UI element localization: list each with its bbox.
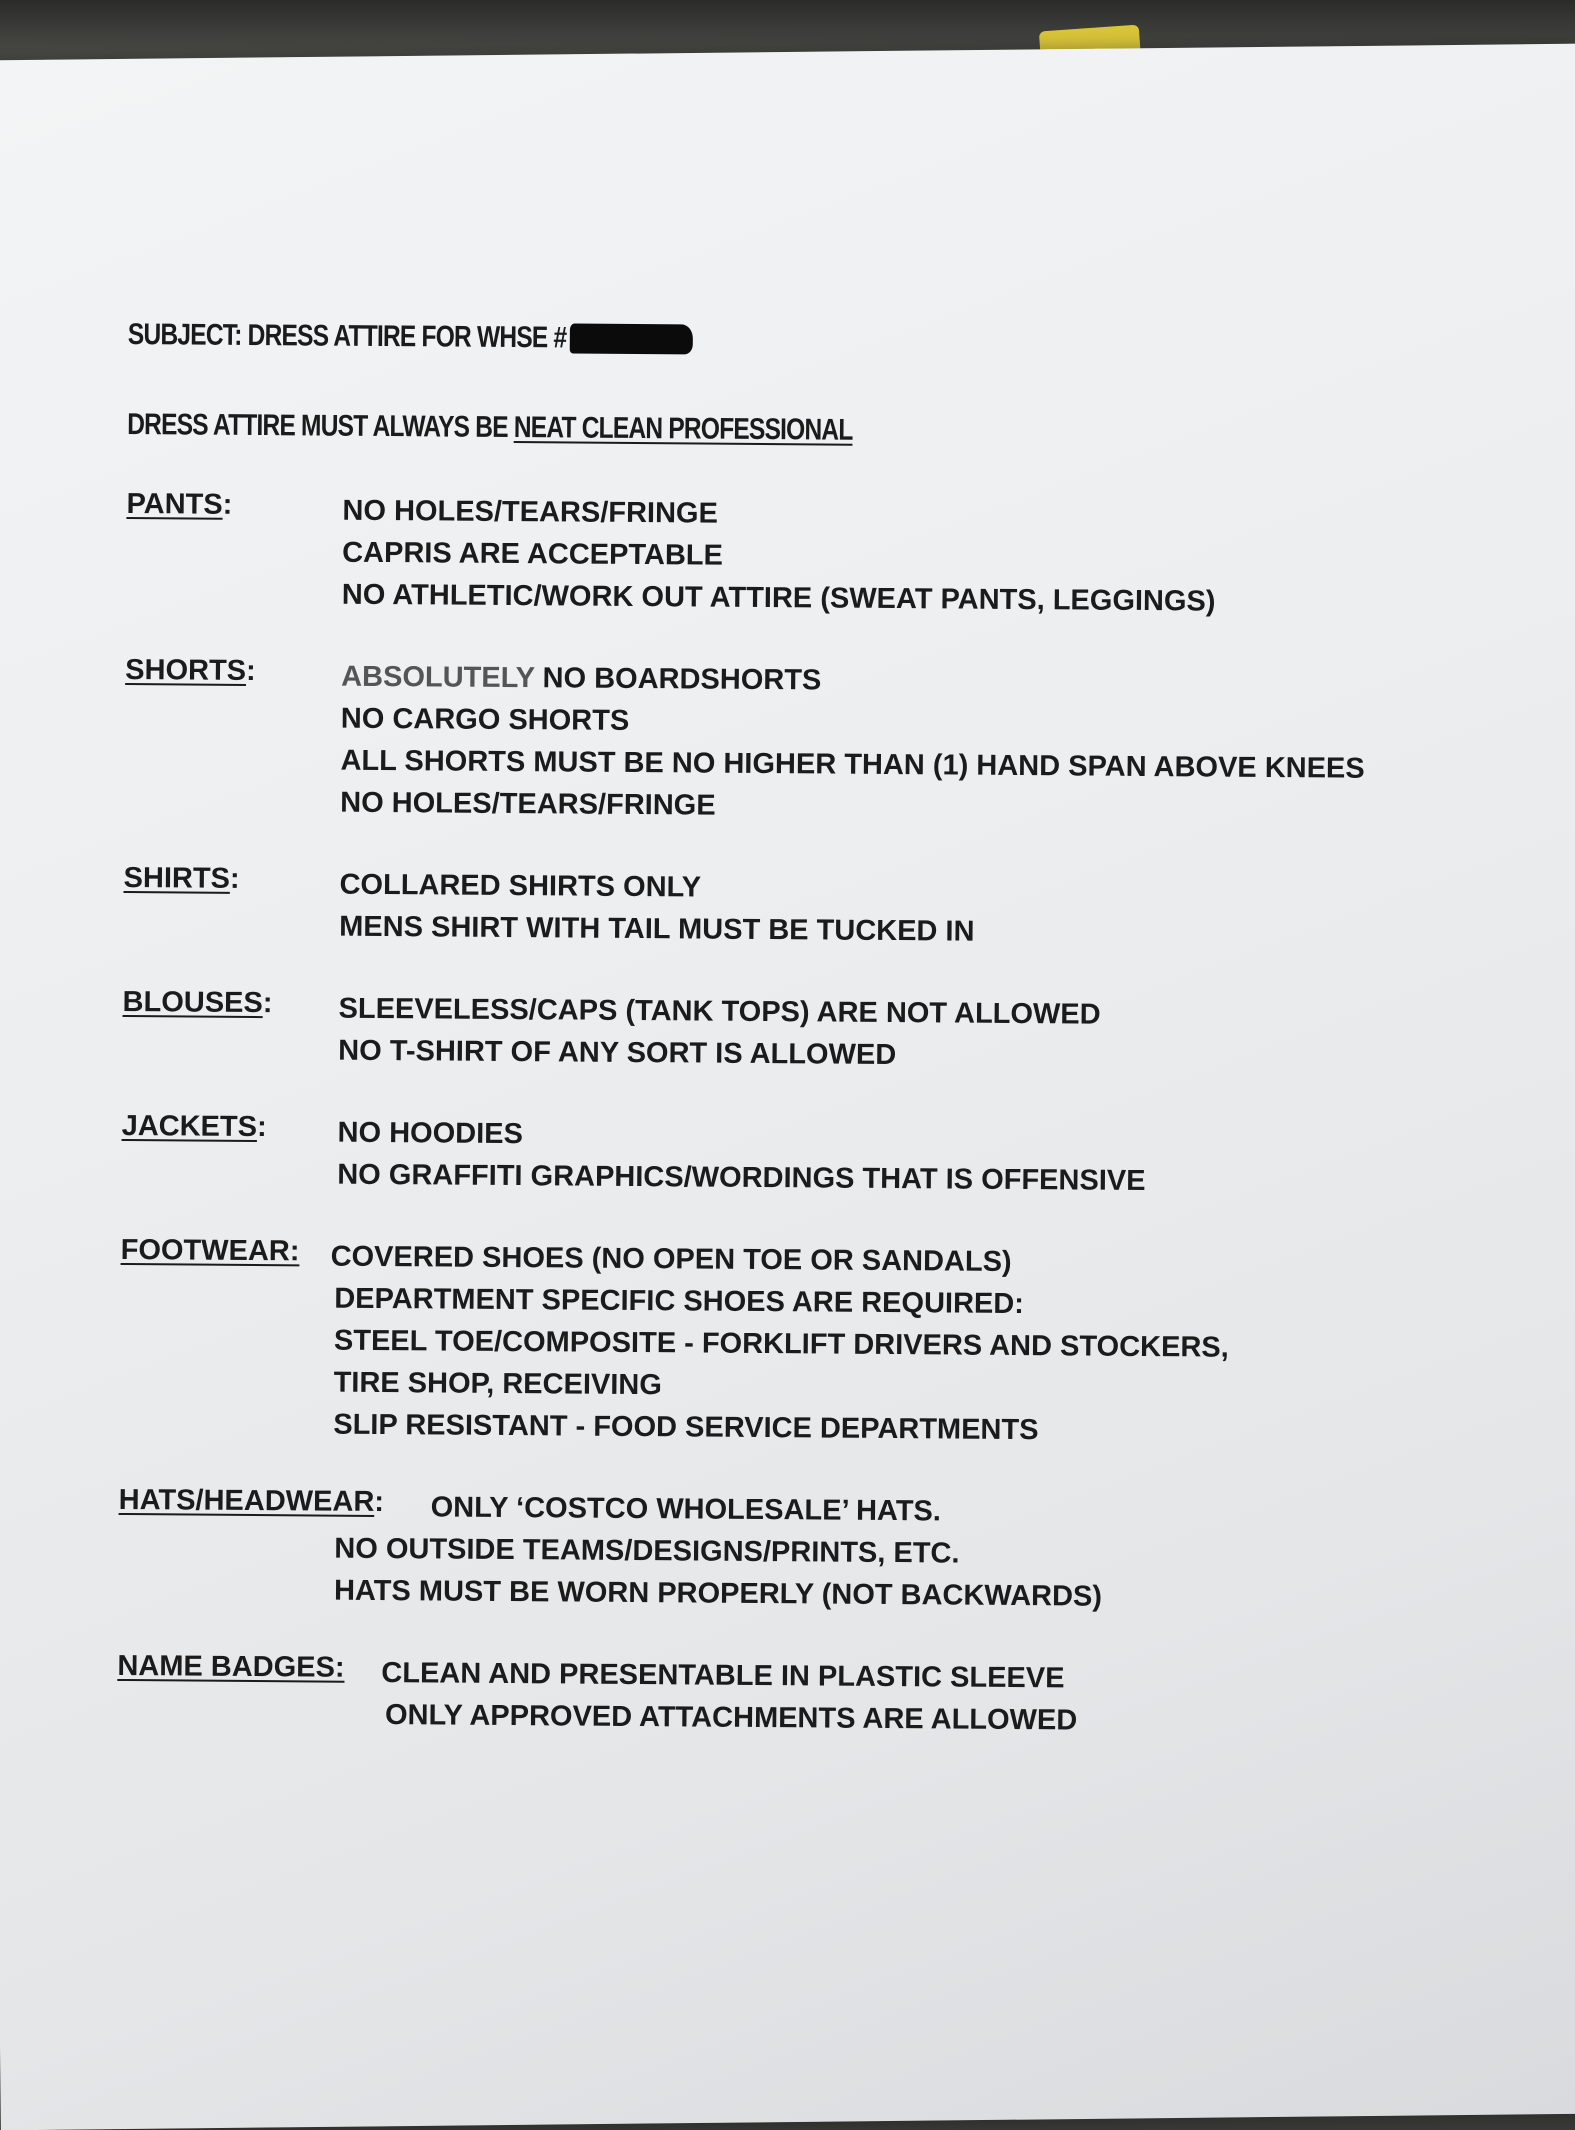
section-jackets	[121, 1110, 1522, 1205]
list-item: ABSOLUTELY NO BOARDSHORTS	[341, 660, 822, 697]
section-label: HATS/HEADWEAR:	[118, 1483, 385, 1519]
list-item: DEPARTMENT SPECIFIC SHOES ARE REQUIRED:	[334, 1282, 1025, 1321]
list-item: COVERED SHOES (NO OPEN TOE OR SANDALS)	[330, 1240, 1012, 1278]
section-label: SHIRTS:	[123, 861, 240, 895]
list-item: ONLY ‘COSTCO WHOLESALE’ HATS.	[430, 1491, 942, 1528]
list-item: SLIP RESISTANT - FOOD SERVICE DEPARTMENTS	[333, 1408, 1039, 1447]
list-item: MENS SHIRT WITH TAIL MUST BE TUCKED IN	[339, 910, 975, 948]
list-item: NO HOLES/TEARS/FRINGE	[342, 494, 719, 530]
section-label: NAME BADGES:	[117, 1649, 345, 1684]
list-item: NO T-SHIRT OF ANY SORT IS ALLOWED	[338, 1034, 897, 1072]
section-items	[342, 490, 1217, 623]
list-item: CAPRIS ARE ACCEPTABLE	[342, 536, 724, 572]
list-item: CLEAN AND PRESENTABLE IN PLASTIC SLEEVE	[381, 1657, 1065, 1695]
section-label: SHORTS:	[125, 653, 256, 688]
section-items	[337, 1112, 1146, 1202]
section-label: FOOTWEAR:	[120, 1233, 300, 1268]
section-items	[339, 864, 975, 953]
dress-code-document	[117, 318, 1528, 1745]
list-item: NO ATHLETIC/WORK OUT ATTIRE (SWEAT PANTS, LEGGINGS)	[341, 578, 1216, 618]
section-label: PANTS:	[126, 487, 233, 521]
list-item: HATS MUST BE WORN PROPERLY (NOT BACKWARDS)	[333, 1574, 1103, 1613]
tagline	[127, 408, 1275, 451]
section-items	[338, 988, 1101, 1078]
tagline-text: DRESS ATTIRE MUST ALWAYS BE	[127, 407, 514, 445]
section-hats-headwear	[118, 1484, 1519, 1621]
section-blouses	[122, 986, 1523, 1081]
subject-text: SUBJECT: DRESS ATTIRE FOR WHSE #	[127, 318, 567, 355]
section-items	[333, 1486, 1103, 1617]
section-label: JACKETS:	[121, 1109, 267, 1144]
section-name-badges	[117, 1650, 1518, 1745]
section-pants	[126, 488, 1527, 625]
list-item: ALL SHORTS MUST BE NO HIGHER THAN (1) HAND SPAN ABOVE KNEES	[340, 744, 1365, 785]
list-item: NO GRAFFITI GRAPHICS/WORDINGS THAT IS OFFENSIVE	[337, 1158, 1146, 1198]
section-shirts	[123, 862, 1524, 957]
list-item: TIRE SHOP, RECEIVING	[333, 1366, 662, 1402]
list-item: NO HOLES/TEARS/FRINGE	[340, 786, 716, 822]
list-item: COLLARED SHIRTS ONLY	[339, 868, 702, 904]
list-item: SLEEVELESS/CAPS (TANK TOPS) ARE NOT ALLOWED	[338, 992, 1101, 1031]
section-shorts	[124, 654, 1525, 833]
section-items	[329, 1236, 1229, 1453]
section-items	[381, 1652, 1078, 1741]
redaction-mark	[569, 323, 692, 354]
list-item: ONLY APPROVED ATTACHMENTS ARE ALLOWED	[384, 1699, 1078, 1737]
list-item: NO OUTSIDE TEAMS/DESIGNS/PRINTS, ETC.	[334, 1532, 960, 1570]
list-item: STEEL TOE/COMPOSITE - FORKLIFT DRIVERS AND STOCKERS,	[333, 1324, 1229, 1364]
section-label: BLOUSES:	[122, 985, 273, 1020]
list-item: NO HOODIES	[337, 1116, 524, 1151]
section-items	[340, 656, 1365, 832]
section-footwear	[119, 1234, 1521, 1455]
list-item: NO CARGO SHORTS	[340, 702, 630, 737]
tagline-emphasis: NEAT CLEAN PROFESSIONAL	[513, 411, 853, 447]
